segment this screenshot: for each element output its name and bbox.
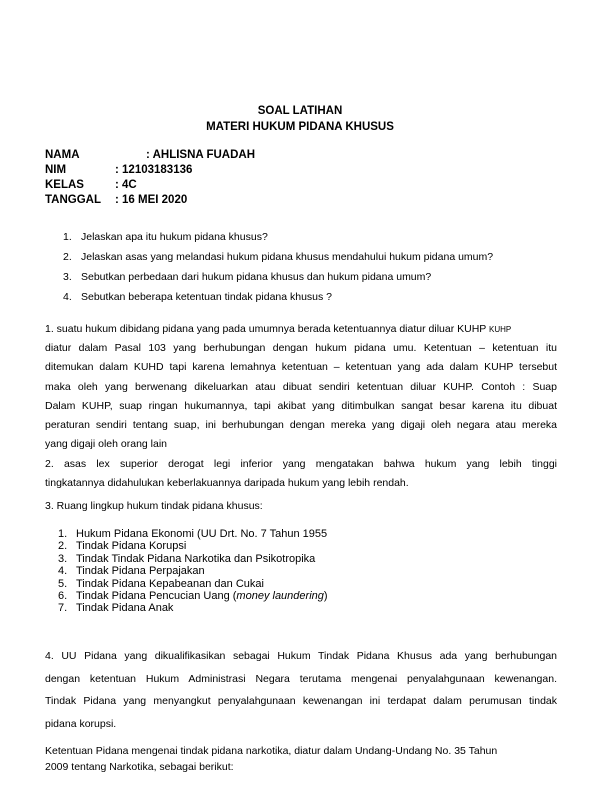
list-item: 6. Tindak Pidana Pencucian Uang (money laundering) — [58, 590, 328, 603]
answer-1-line: maka oleh yang berwenang dikeluarkan atau dibuat sendiri ketentuan diluar KUHP. Contoh : Suap — [45, 380, 557, 393]
answer-4-line: pidana korupsi. — [45, 717, 117, 730]
answer-2-line: tingkatannya didahulukan keberlakuannya daripada hukum yang lebih rendah. — [45, 477, 409, 490]
document-subtitle: MATERI HUKUM PIDANA KHUSUS — [206, 121, 394, 133]
identity-value-nama: : AHLISNA FUADAH — [146, 149, 256, 161]
question-item: 1. Jelaskan apa itu hukum pidana khusus? — [63, 231, 268, 243]
closing-line: 2009 tentang Narkotika, sebagai berikut: — [45, 761, 234, 773]
list-item: 2. Tindak Pidana Korupsi — [58, 540, 187, 553]
answer-4-line: 4. UU Pidana yang dikualifikasikan sebagai Hukum Tindak Pidana Khusus ada yang berhubungan — [45, 650, 557, 662]
identity-label-tanggal: TANGGAL — [45, 194, 102, 206]
list-item: 4. Tindak Pidana Perpajakan — [58, 565, 205, 578]
closing-line: Ketentuan Pidana mengenai tindak pidana narkotika, diatur dalam Undang-Undang No. 35 Tahun — [45, 745, 498, 757]
question-item: 3. Sebutkan perbedaan dari hukum pidana khusus dan hukum pidana umum? — [63, 271, 432, 283]
answer-1-line: Dalam KUHP, suap ringan hukumannya, tapi akibat yang ditimbulkan sangat besar karena itu dibuat — [45, 399, 557, 412]
document-title: SOAL LATIHAN — [257, 105, 343, 117]
identity-value-nim: : 12103183136 — [115, 164, 193, 176]
answer-2-line: 2. asas lex superior derogat legi inferior yang mengatakan bahwa hukum yang lebih tinggi — [45, 458, 557, 470]
answer-1-line: ditemukan dalam KUHD tapi karena lemahnya ketentuan – ketentuan yang ada dalam KUHP tersebut — [45, 361, 557, 374]
answer-4 — [45, 645, 557, 735]
answer-1-line: yang digaji oleh orang lain — [45, 438, 168, 451]
answer-4-line: Tindak Pidana yang menyangkut penyalahgunaan kewenangan ini terdapat dalam perumusan tindak — [45, 695, 557, 707]
identity-label-nim: NIM — [45, 164, 67, 176]
question-item: 4. Sebutkan beberapa ketentuan tindak pidana khusus ? — [63, 291, 333, 303]
scope-list — [58, 528, 328, 615]
answer-1-line: peraturan sendiri tentang suap, ini berhubungan dengan mereka yang digaji oleh negara atau mereka — [45, 419, 557, 432]
answer-1 — [45, 320, 557, 454]
identity-value-kelas: : 4C — [115, 179, 137, 191]
list-item: 7. Tindak Pidana Anak — [58, 602, 174, 615]
answer-4-line: dengan ketentuan Hukum Administrasi Negara terutama mengenai penyalahgunaan kewenangan. — [45, 672, 557, 685]
answer-1-line: 1. suatu hukum dibidang pidana yang pada umumnya berada ketentuannya diatur diluar KUHP KUHP — [45, 323, 512, 335]
identity-label-nama: NAMA — [45, 149, 80, 161]
answer-3-intro: 3. Ruang lingkup hukum tindak pidana khusus: — [45, 500, 263, 512]
answer-2 — [45, 455, 557, 493]
list-item: 3. Tindak Tindak Pidana Narkotika dan Psikotropika — [58, 552, 316, 565]
closing-paragraph — [45, 743, 557, 775]
list-item: 1. Hukum Pidana Ekonomi (UU Drt. No. 7 Tahun 1955 — [58, 528, 328, 540]
answer-1-line: diatur dalam Pasal 103 yang berhubungan dengan hukum pidana umu. Ketentuan – ketentuan itu — [45, 342, 557, 355]
identity-label-kelas: KELAS — [45, 179, 84, 191]
question-item: 2. Jelaskan asas yang melandasi hukum pidana khusus mendahului hukum pidana umum? — [63, 251, 494, 263]
identity-value-tanggal: : 16 MEI 2020 — [115, 194, 188, 206]
list-item: 5. Tindak Pidana Kepabeanan dan Cukai — [58, 577, 264, 590]
